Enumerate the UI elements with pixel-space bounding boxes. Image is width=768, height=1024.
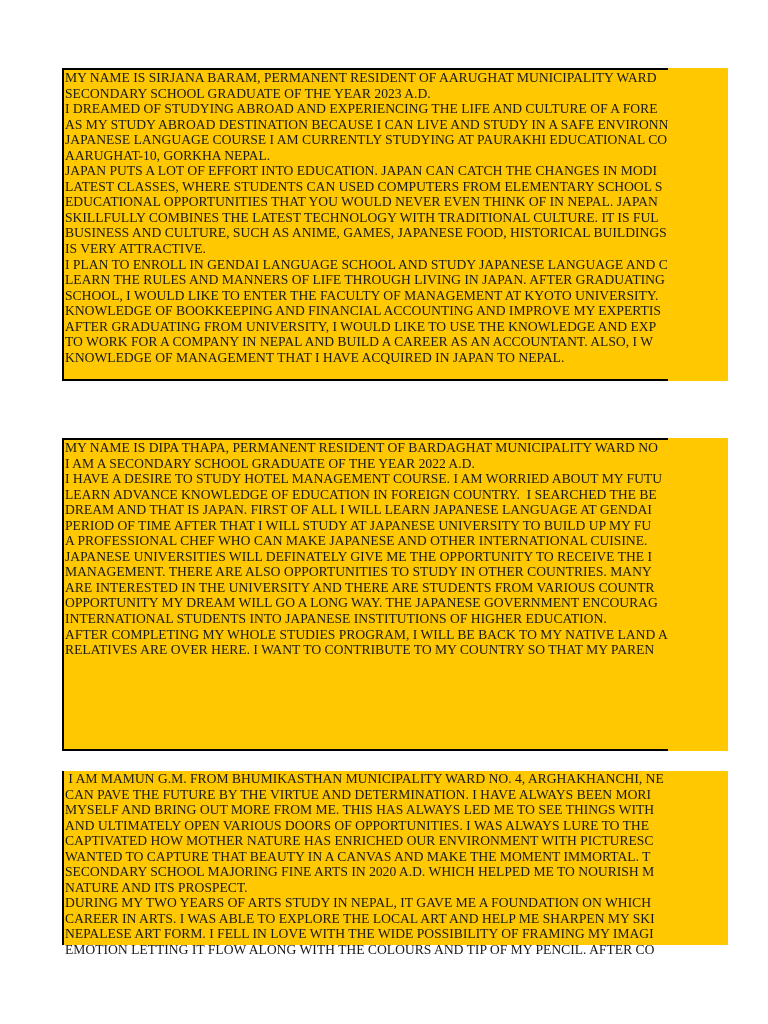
text-line: CAN PAVE THE FUTURE BY THE VIRTUE AND DETERMINATION. I HAVE ALWAYS BEEN MORI: [65, 786, 651, 802]
text-line: I AM MAMUN G.M. FROM BHUMIKASTHAN MUNICIPALITY WARD NO. 4, ARGHAKHANCHI, NE: [65, 771, 664, 786]
text-line: JAPAN PUTS A LOT OF EFFORT INTO EDUCATION. JAPAN CAN CATCH THE CHANGES IN MODI: [65, 163, 657, 179]
text-line: I DREAMED OF STUDYING ABROAD AND EXPERIENCING THE LIFE AND CULTURE OF A FORE: [65, 101, 658, 117]
text-line: CAREER IN ARTS. I WAS ABLE TO EXPLORE THE LOCAL ART AND HELP ME SHARPEN MY SKI: [65, 910, 655, 926]
text-line: LEARN THE RULES AND MANNERS OF LIFE THROUGH LIVING IN JAPAN. AFTER GRADUATING: [65, 272, 665, 288]
text-line: SECONDARY SCHOOL GRADUATE OF THE YEAR 2023 A.D.: [65, 85, 431, 101]
text-block-sirjana: [62, 68, 728, 381]
text-line: A PROFESSIONAL CHEF WHO CAN MAKE JAPANESE AND OTHER INTERNATIONAL CUISINE.: [65, 533, 648, 549]
text-line: JAPANESE UNIVERSITIES WILL DEFINATELY GIVE ME THE OPPORTUNITY TO RECEIVE THE I: [65, 548, 652, 564]
text-line: MY NAME IS DIPA THAPA, PERMANENT RESIDENT OF BARDAGHAT MUNICIPALITY WARD NO: [65, 440, 658, 455]
text-line: KNOWLEDGE OF MANAGEMENT THAT I HAVE ACQUIRED IN JAPAN TO NEPAL.: [65, 349, 565, 365]
text-line: NEPALESE ART FORM. I FELL IN LOVE WITH THE WIDE POSSIBILITY OF FRAMING MY IMAGI: [65, 926, 654, 942]
text-line: OPPORTUNITY MY DREAM WILL GO A LONG WAY. THE JAPANESE GOVERNMENT ENCOURAG: [65, 595, 658, 611]
text-line: DREAM AND THAT IS JAPAN. FIRST OF ALL I WILL LEARN JAPANESE LANGUAGE AT GENDAI: [65, 502, 652, 518]
text-line: MANAGEMENT. THERE ARE ALSO OPPORTUNITIES TO STUDY IN OTHER COUNTRIES. MANY: [65, 564, 652, 580]
text-line: LATEST CLASSES, WHERE STUDENTS CAN USED COMPUTERS FROM ELEMENTARY SCHOOL S: [65, 178, 663, 194]
text-block-mamun: [62, 771, 728, 958]
text-line: I AM A SECONDARY SCHOOL GRADUATE OF THE YEAR 2022 A.D.: [65, 455, 475, 471]
text-line: PERIOD OF TIME AFTER THAT I WILL STUDY AT JAPANESE UNIVERSITY TO BUILD UP MY FU: [65, 517, 652, 533]
text-cell: [62, 771, 668, 958]
text-cell: [62, 68, 668, 381]
text-line: EDUCATIONAL OPPORTUNITIES THAT YOU WOULD NEVER EVEN THINK OF IN NEPAL. JAPAN: [65, 194, 658, 210]
text-line: AARUGHAT-10, GORKHA NEPAL.: [65, 147, 271, 163]
text-line: SKILLFULLY COMBINES THE LATEST TECHNOLOGY WITH TRADITIONAL CULTURE. IT IS FUL: [65, 209, 659, 225]
text-line: JAPANESE LANGUAGE COURSE I AM CURRENTLY STUDYING AT PAURAKHI EDUCATIONAL CO: [65, 132, 668, 148]
text-line: I HAVE A DESIRE TO STUDY HOTEL MANAGEMENT COURSE. I AM WORRIED ABOUT MY FUTU: [65, 471, 663, 487]
text-line: INTERNATIONAL STUDENTS INTO JAPANESE INSTITUTIONS OF HIGHER EDUCATION.: [65, 611, 607, 627]
text-line: EMOTION LETTING IT FLOW ALONG WITH THE COLOURS AND TIP OF MY PENCIL. AFTER CO: [65, 942, 655, 958]
text-block-dipa: [62, 438, 728, 751]
text-line: LEARN ADVANCE KNOWLEDGE OF EDUCATION IN FOREIGN COUNTRY. I SEARCHED THE BE: [65, 486, 657, 502]
text-line: AFTER GRADUATING FROM UNIVERSITY, I WOULD LIKE TO USE THE KNOWLEDGE AND EXP: [65, 318, 657, 334]
text-line: SECONDARY SCHOOL MAJORING FINE ARTS IN 2020 A.D. WHICH HELPED ME TO NOURISH M: [65, 864, 655, 880]
text-line: AND ULTIMATELY OPEN VARIOUS DOORS OF OPPORTUNITIES. I WAS ALWAYS LURE TO THE: [65, 817, 650, 833]
text-line: I PLAN TO ENROLL IN GENDAI LANGUAGE SCHOOL AND STUDY JAPANESE LANGUAGE AND C: [65, 256, 668, 272]
text-line: NATURE AND ITS PROSPECT.: [65, 879, 248, 895]
text-line: IS VERY ATTRACTIVE.: [65, 241, 206, 257]
text-line: AFTER COMPLETING MY WHOLE STUDIES PROGRAM, I WILL BE BACK TO MY NATIVE LAND A: [65, 626, 668, 642]
text-line: RELATIVES ARE OVER HERE. I WANT TO CONTRIBUTE TO MY COUNTRY SO THAT MY PAREN: [65, 642, 655, 658]
text-line: BUSINESS AND CULTURE, SUCH AS ANIME, GAMES, JAPANESE FOOD, HISTORICAL BUILDINGS: [65, 225, 667, 241]
text-line: MY NAME IS SIRJANA BARAM, PERMANENT RESIDENT OF AARUGHAT MUNICIPALITY WARD: [65, 70, 657, 85]
text-line: TO WORK FOR A COMPANY IN NEPAL AND BUILD A CAREER AS AN ACCOUNTANT. ALSO, I W: [65, 334, 654, 350]
text-cell: [62, 438, 668, 751]
text-line: WANTED TO CAPTURE THAT BEAUTY IN A CANVAS AND MAKE THE MOMENT IMMORTAL. T: [65, 848, 651, 864]
text-line: SCHOOL, I WOULD LIKE TO ENTER THE FACULTY OF MANAGEMENT AT KYOTO UNIVERSITY.: [65, 287, 659, 303]
text-line: CAPTIVATED HOW MOTHER NATURE HAS ENRICHED OUR ENVIRONMENT WITH PICTURESC: [65, 833, 654, 849]
text-line: DURING MY TWO YEARS OF ARTS STUDY IN NEPAL, IT GAVE ME A FOUNDATION ON WHICH: [65, 895, 652, 911]
text-line: MYSELF AND BRING OUT MORE FROM ME. THIS HAS ALWAYS LED ME TO SEE THINGS WITH: [65, 802, 655, 818]
text-line: AS MY STUDY ABROAD DESTINATION BECAUSE I CAN LIVE AND STUDY IN A SAFE ENVIRONN: [65, 116, 669, 132]
text-line: KNOWLEDGE OF BOOKKEEPING AND FINANCIAL ACCOUNTING AND IMPROVE MY EXPERTIS: [65, 303, 661, 319]
text-line: ARE INTERESTED IN THE UNIVERSITY AND THERE ARE STUDENTS FROM VARIOUS COUNTR: [65, 579, 655, 595]
